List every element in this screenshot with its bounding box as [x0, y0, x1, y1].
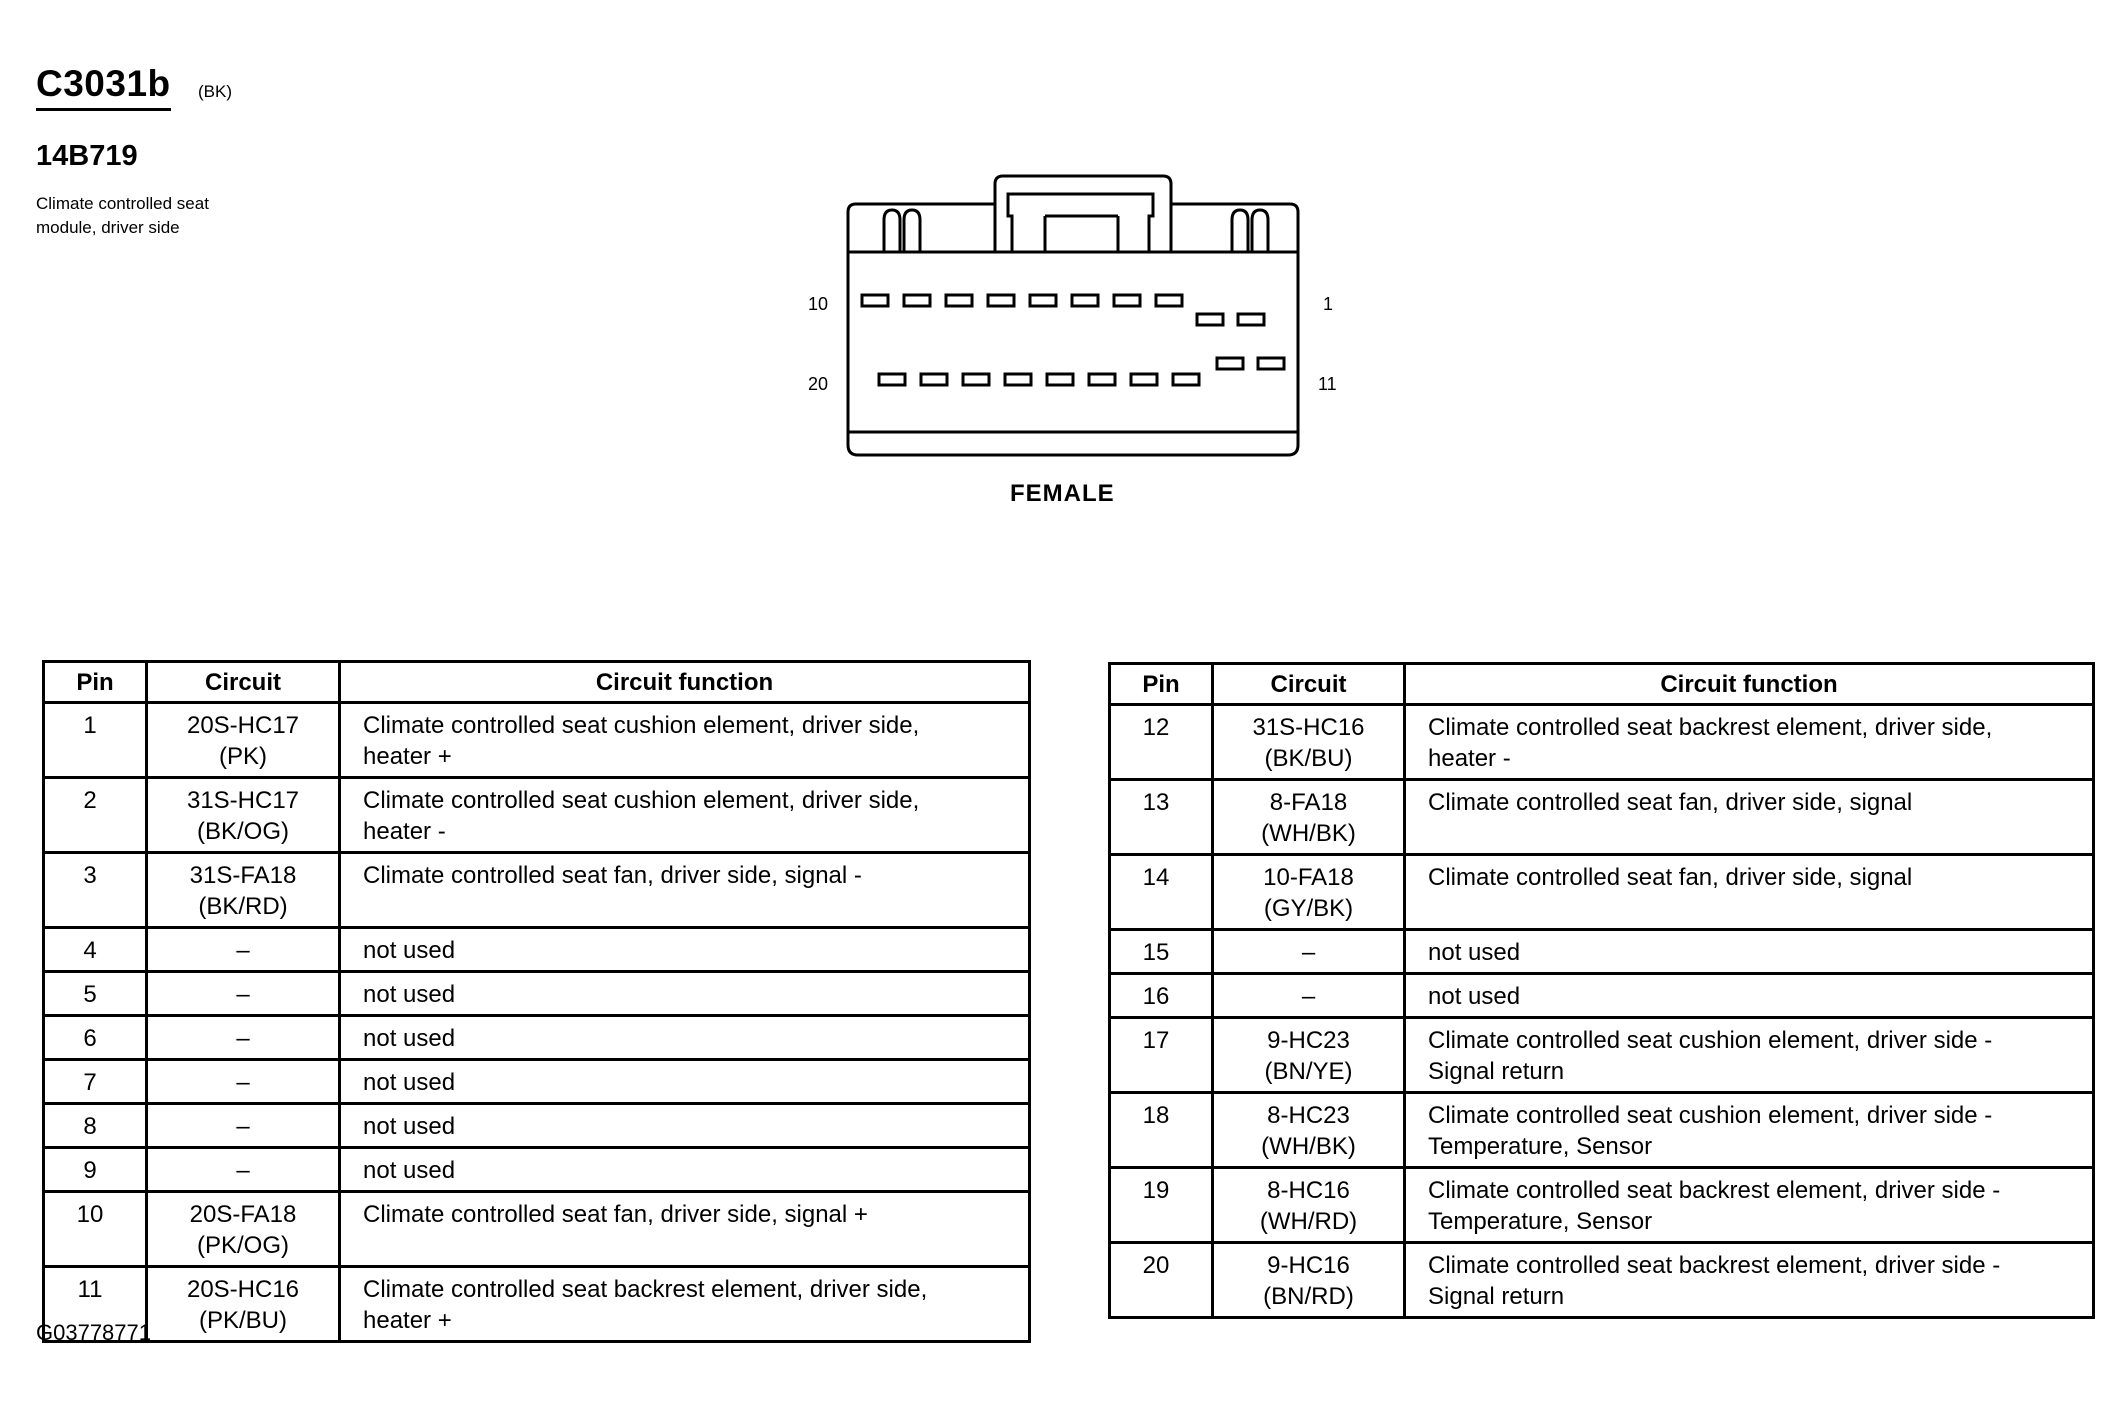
table-row [1110, 974, 2094, 1018]
wire-color: (BK/BU) [1264, 745, 1353, 772]
pin-number: 4 [44, 928, 147, 972]
pin-number: 16 [1110, 974, 1213, 1018]
circuit-function-cell [340, 778, 1030, 853]
circuit-function-line: Climate controlled seat fan, driver side, signal [1428, 864, 1913, 891]
circuit-code: – [236, 1113, 250, 1140]
circuit-function-line: heater + [363, 1307, 452, 1334]
circuit-cell [147, 778, 340, 853]
circuit-function-line: Climate controlled seat backrest element, driver side, [1428, 714, 1993, 741]
circuit-code: – [236, 981, 250, 1008]
table-row [44, 853, 1030, 928]
circuit-function-line: not used [363, 1113, 456, 1140]
circuit-code: 8-HC23 [1267, 1102, 1350, 1129]
table-header-row [1110, 664, 2094, 705]
circuit-cell [147, 1148, 340, 1192]
circuit-function-line: not used [363, 1025, 456, 1052]
pin-number: 13 [1110, 780, 1213, 855]
pin-label-bottom-left: 20 [808, 374, 829, 394]
pin-number: 14 [1110, 855, 1213, 930]
cavity-8 [946, 295, 972, 306]
circuit-code: 8-HC16 [1267, 1177, 1350, 1204]
circuit-code: 20S-HC16 [186, 1276, 300, 1303]
cavity-15 [1089, 374, 1115, 385]
header-function: Circuit function [340, 662, 1030, 703]
circuit-function-line: not used [1428, 983, 1521, 1010]
circuit-function-cell [1405, 780, 2094, 855]
circuit-code: – [236, 1157, 250, 1184]
table-row [1110, 1018, 2094, 1093]
cavity-4 [1114, 295, 1140, 306]
connector-body [848, 252, 1298, 455]
circuit-function-cell [340, 972, 1030, 1016]
circuit-cell [147, 1060, 340, 1104]
connector-id: C3031b [36, 62, 171, 111]
pin-number: 11 [44, 1267, 147, 1342]
circuit-function-line: Climate controlled seat cushion element, driver side, [363, 712, 920, 739]
cavity-2 [1197, 314, 1223, 325]
table-row [1110, 1243, 2094, 1318]
circuit-code: – [236, 937, 250, 964]
wire-color: (BN/RD) [1263, 1283, 1354, 1310]
circuit-code: 20S-FA18 [189, 1201, 297, 1228]
circuit-function-line: Climate controlled seat fan, driver side, signal + [363, 1201, 868, 1228]
part-number: 14B719 [36, 140, 138, 172]
header-circuit: Circuit [1213, 664, 1405, 705]
pin-label-bottom-right: 11 [1318, 374, 1337, 394]
circuit-cell [1213, 855, 1405, 930]
circuit-function-line: not used [363, 1157, 456, 1184]
figure-id: G03778771 [36, 1320, 151, 1345]
circuit-cell [1213, 974, 1405, 1018]
circuit-function-cell [1405, 705, 2094, 780]
cavity-14 [1131, 374, 1157, 385]
circuit-function-line: Climate controlled seat cushion element, driver side, [363, 787, 920, 814]
circuit-function-cell [1405, 1093, 2094, 1168]
cavity-17 [1005, 374, 1031, 385]
circuit-function-cell [340, 1192, 1030, 1267]
table-row [44, 1192, 1030, 1267]
table-row [44, 1267, 1030, 1342]
circuit-cell [147, 1192, 340, 1267]
header-function: Circuit function [1405, 664, 2094, 705]
circuit-cell [1213, 1243, 1405, 1318]
circuit-function-line: Signal return [1428, 1283, 1565, 1310]
table-row [44, 778, 1030, 853]
pin-number: 3 [44, 853, 147, 928]
header-pin: Pin [1110, 664, 1213, 705]
header-pin: Pin [44, 662, 147, 703]
cavity-7 [988, 295, 1014, 306]
circuit-function-line: Climate controlled seat backrest element, driver side - [1428, 1252, 2001, 1279]
pin-number: 7 [44, 1060, 147, 1104]
pin-number: 12 [1110, 705, 1213, 780]
cavity-20 [879, 374, 905, 385]
pin-number: 5 [44, 972, 147, 1016]
table-row [1110, 1093, 2094, 1168]
circuit-function-cell [1405, 1243, 2094, 1318]
circuit-cell [1213, 1018, 1405, 1093]
circuit-function-line: Climate controlled seat backrest element, driver side - [1428, 1177, 2001, 1204]
table-row [44, 703, 1030, 778]
cavity-1 [1238, 314, 1264, 325]
table-row [44, 1016, 1030, 1060]
wire-color: (WH/BK) [1261, 1133, 1356, 1160]
circuit-function-cell [1405, 930, 2094, 974]
circuit-code: – [1301, 983, 1316, 1010]
circuit-function-line: not used [1428, 939, 1521, 966]
circuit-cell [147, 853, 340, 928]
table-row [44, 1148, 1030, 1192]
pin-number: 15 [1110, 930, 1213, 974]
table-row [1110, 780, 2094, 855]
circuit-function-line: not used [363, 981, 456, 1008]
circuit-function-cell [1405, 1018, 2094, 1093]
table-row [44, 928, 1030, 972]
circuit-function-line: not used [363, 937, 456, 964]
wire-color: (BN/YE) [1264, 1058, 1353, 1085]
circuit-function-cell [340, 928, 1030, 972]
circuit-code: 8-FA18 [1269, 789, 1348, 816]
table-row [1110, 1168, 2094, 1243]
circuit-code: – [1301, 939, 1316, 966]
pin-number: 8 [44, 1104, 147, 1148]
circuit-code: 31S-HC16 [1252, 714, 1365, 741]
circuit-code: 9-HC23 [1267, 1027, 1350, 1054]
circuit-function-cell [340, 703, 1030, 778]
circuit-function-cell [340, 1267, 1030, 1342]
connector-face-diagram [780, 160, 1360, 470]
wire-color: (WH/RD) [1259, 1208, 1358, 1235]
circuit-function-cell [1405, 855, 2094, 930]
circuit-cell [1213, 1093, 1405, 1168]
table-row [44, 1104, 1030, 1148]
pin-table-right [1108, 662, 2095, 1319]
connector-latch-inner [1008, 194, 1153, 252]
cavity-6 [1030, 295, 1056, 306]
pin-number: 2 [44, 778, 147, 853]
cavity-13 [1173, 374, 1199, 385]
circuit-function-cell [340, 1016, 1030, 1060]
circuit-cell [147, 1016, 340, 1060]
table-header-row [44, 662, 1030, 703]
pin-number: 9 [44, 1148, 147, 1192]
circuit-cell [1213, 705, 1405, 780]
circuit-function-line: Climate controlled seat fan, driver side, signal - [363, 862, 862, 889]
cavity-12 [1217, 358, 1243, 369]
circuit-function-cell [1405, 974, 2094, 1018]
circuit-cell [147, 1267, 340, 1342]
pin-number: 18 [1110, 1093, 1213, 1168]
pin-label-top-left: 10 [808, 294, 829, 314]
pin-number: 20 [1110, 1243, 1213, 1318]
cavity-18 [963, 374, 989, 385]
table-row [44, 1060, 1030, 1104]
circuit-function-line: Climate controlled seat cushion element, driver side - [1428, 1102, 1993, 1129]
cavity-16 [1047, 374, 1073, 385]
connector-description: Climate controlled seat module, driver side [36, 194, 209, 237]
wire-color: (BK/RD) [198, 893, 288, 920]
view-label: FEMALE [1010, 480, 1115, 507]
circuit-code: – [236, 1069, 250, 1096]
circuit-cell [147, 972, 340, 1016]
circuit-cell [147, 928, 340, 972]
pin-number: 10 [44, 1192, 147, 1267]
cavity-19 [921, 374, 947, 385]
cavity-5 [1072, 295, 1098, 306]
circuit-function-line: Temperature, Sensor [1428, 1208, 1653, 1235]
table-row [44, 972, 1030, 1016]
circuit-function-line: Climate controlled seat backrest element, driver side, [363, 1276, 928, 1303]
table-row [1110, 705, 2094, 780]
cavity-9 [904, 295, 930, 306]
pin-number: 6 [44, 1016, 147, 1060]
circuit-code: 31S-FA18 [189, 862, 297, 889]
circuit-cell [147, 703, 340, 778]
circuit-code: – [236, 1025, 250, 1052]
cavity-10 [862, 295, 888, 306]
circuit-code: 31S-HC17 [186, 787, 300, 814]
circuit-function-line: heater + [363, 743, 452, 770]
cavity-11 [1258, 358, 1284, 369]
cavity-3 [1156, 295, 1182, 306]
connector-latch [995, 176, 1171, 252]
circuit-function-line: Climate controlled seat cushion element, driver side - [1428, 1027, 1993, 1054]
pin-number: 17 [1110, 1018, 1213, 1093]
circuit-function-line: not used [363, 1069, 456, 1096]
circuit-cell [1213, 1168, 1405, 1243]
connector-color-code: (BK) [198, 82, 232, 101]
circuit-cell [1213, 930, 1405, 974]
wire-color: (PK/OG) [196, 1232, 289, 1259]
wire-color: (WH/BK) [1261, 820, 1356, 847]
circuit-code: 9-HC16 [1267, 1252, 1350, 1279]
wire-color: (PK) [219, 743, 267, 770]
circuit-function-line: Temperature, Sensor [1428, 1133, 1653, 1160]
pin-table-left [42, 660, 1031, 1343]
circuit-cell [147, 1104, 340, 1148]
header-circuit: Circuit [147, 662, 340, 703]
circuit-code: 10-FA18 [1263, 864, 1354, 891]
circuit-function-line: Signal return [1428, 1058, 1565, 1085]
circuit-function-cell [1405, 1168, 2094, 1243]
circuit-code: 20S-HC17 [186, 712, 300, 739]
circuit-function-cell [340, 1060, 1030, 1104]
circuit-function-line: heater - [363, 818, 446, 845]
pin-number: 1 [44, 703, 147, 778]
circuit-function-cell [340, 853, 1030, 928]
wire-color: (GY/BK) [1263, 895, 1354, 922]
circuit-function-cell [340, 1148, 1030, 1192]
circuit-function-cell [340, 1104, 1030, 1148]
circuit-cell [1213, 780, 1405, 855]
pin-number: 19 [1110, 1168, 1213, 1243]
wire-color: (BK/OG) [196, 818, 289, 845]
circuit-function-line: heater - [1428, 745, 1511, 772]
table-row [1110, 855, 2094, 930]
wire-color: (PK/BU) [198, 1307, 287, 1334]
pin-label-top-right: 1 [1323, 294, 1334, 314]
circuit-function-line: Climate controlled seat fan, driver side, signal [1428, 789, 1913, 816]
table-row [1110, 930, 2094, 974]
